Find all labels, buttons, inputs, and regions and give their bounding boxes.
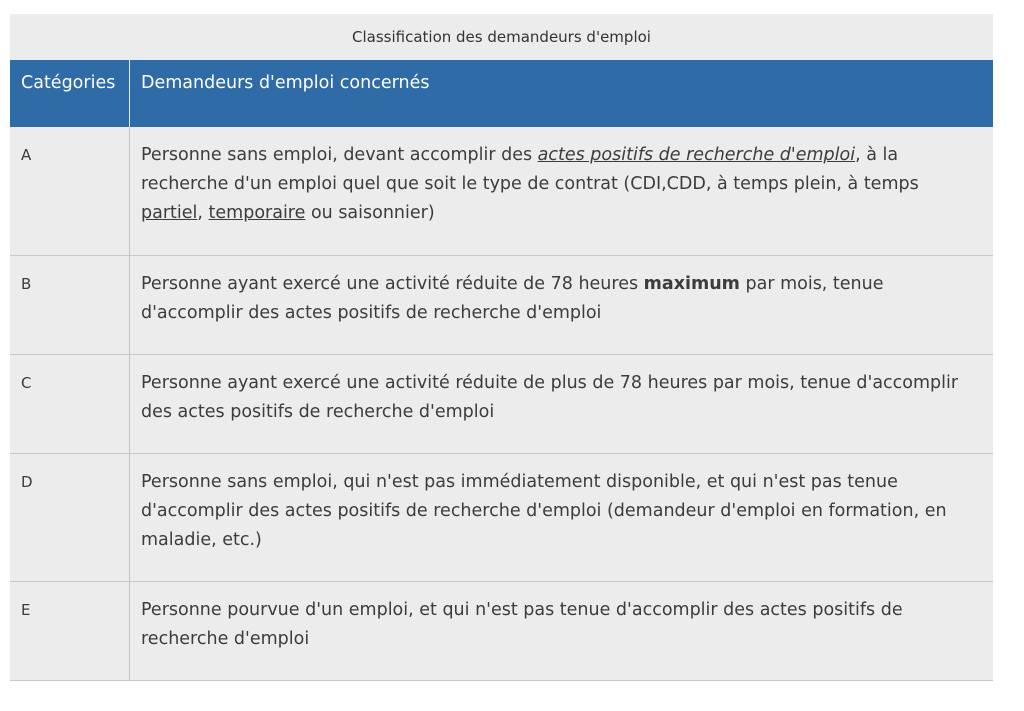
description-cell: Personne pourvue d'un emploi, et qui n'est pas tenue d'accomplir des actes positifs de recherche d'emploi bbox=[141, 600, 903, 649]
bold-maximum: maximum bbox=[643, 274, 740, 294]
link-actes-positifs[interactable]: actes positifs de recherche d'emploi bbox=[537, 145, 856, 165]
link-temporaire[interactable]: temporaire bbox=[208, 203, 306, 223]
description-text: par mois, tenue d'accomplir des actes positifs de recherche d'emploi bbox=[141, 274, 884, 323]
description-text: ou saisonnier) bbox=[305, 203, 435, 223]
table-row-e bbox=[10, 582, 993, 681]
link-partiel[interactable]: partiel bbox=[141, 203, 198, 223]
description-text: , à la recherche d'un emploi quel que soit le type de contrat (CDI,CDD, à temps plein, à temps bbox=[141, 145, 919, 194]
category-cell: D bbox=[10, 454, 130, 581]
description-cell bbox=[130, 256, 993, 354]
description-text: Personne ayant exercé une activité réduite de 78 heures bbox=[141, 274, 644, 294]
category-cell: B bbox=[10, 256, 130, 354]
description-cell bbox=[130, 127, 993, 255]
table-caption: Classification des demandeurs d'emploi bbox=[10, 14, 993, 60]
table-row-a bbox=[10, 127, 993, 256]
table-row-d bbox=[10, 454, 993, 582]
description-text: , bbox=[197, 203, 209, 223]
category-cell: E bbox=[10, 582, 130, 680]
header-categories: Catégories bbox=[10, 60, 130, 127]
category-cell: C bbox=[10, 355, 130, 453]
description-cell: Personne ayant exercé une activité réduite de plus de 78 heures par mois, tenue d'accomplir des actes positifs de recherche d'emploi bbox=[141, 373, 959, 422]
description-text: Personne sans emploi, devant accomplir des bbox=[141, 145, 538, 165]
table-header-row bbox=[10, 60, 993, 127]
header-concerned: Demandeurs d'emploi concernés bbox=[141, 73, 430, 93]
description-cell: Personne sans emploi, qui n'est pas immédiatement disponible, et qui n'est pas tenue d'accomplir des actes positifs de recherche d'emploi (demandeur d'emploi en formation, en maladie, etc.) bbox=[141, 472, 947, 550]
table-row-b bbox=[10, 256, 993, 355]
table-row-c bbox=[10, 355, 993, 454]
classification-table bbox=[10, 14, 993, 681]
category-cell: A bbox=[10, 127, 130, 255]
